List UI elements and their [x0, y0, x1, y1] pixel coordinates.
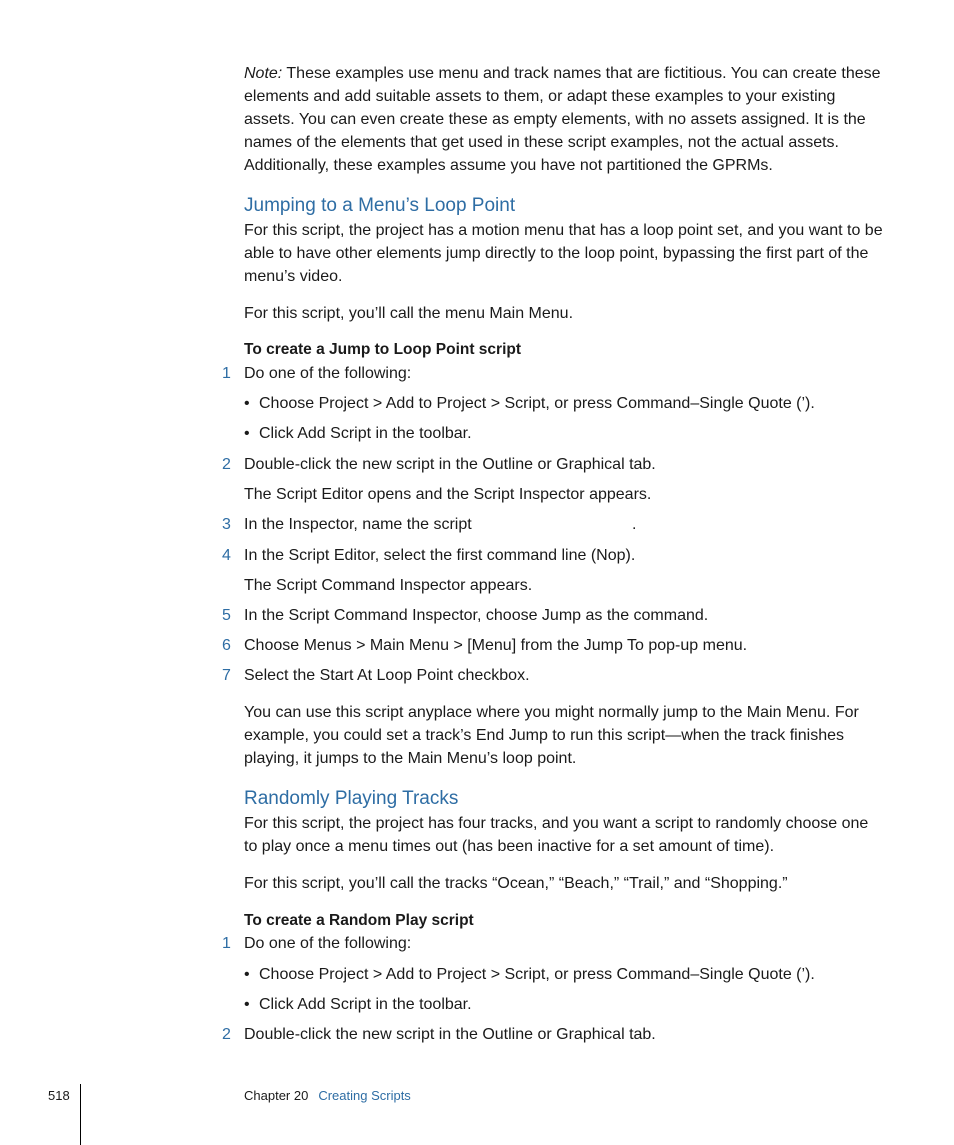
footer-divider [80, 1084, 81, 1145]
step-text: Do one of the following: [244, 365, 412, 382]
step-text: In the Inspector, name the script [244, 516, 472, 533]
step-5 [0, 604, 900, 628]
bullet-icon: • [244, 395, 250, 412]
bullet-text: Choose Project > Add to Project > Script, or press Command–Single Quote (’). [259, 395, 815, 412]
bullet-text: Choose Project > Add to Project > Script, or press Command–Single Quote (’). [259, 966, 815, 983]
step-number: 2 [222, 456, 231, 473]
step-text: Do one of the following: [244, 935, 412, 952]
bullet-text: Click Add Script in the toolbar. [259, 425, 472, 442]
step-7 [0, 664, 900, 688]
section-heading-random-tracks: Randomly Playing Tracks [244, 788, 459, 809]
section-heading-loop-point: Jumping to a Menu’s Loop Point [244, 195, 516, 216]
section2-track-names: For this script, you’ll call the tracks “Ocean,” “Beach,” “Trail,” and “Shopping.” [244, 875, 788, 892]
bullet-icon: • [244, 425, 250, 442]
step-number: 3 [222, 516, 231, 533]
bullet-item [244, 422, 472, 445]
bullet-icon: • [244, 966, 250, 983]
step-2-result: The Script Editor opens and the Script Inspector appears. [244, 486, 652, 503]
bullet-item [244, 993, 472, 1016]
bullet-item [244, 963, 815, 986]
step-2 [0, 453, 900, 477]
chapter-name: Creating Scripts [318, 1088, 411, 1103]
step-number: 6 [222, 637, 231, 654]
step-2 [0, 1023, 900, 1047]
step-6 [0, 634, 900, 658]
step-3-period: . [632, 516, 637, 533]
step-text: In the Script Editor, select the first command line (Nop). [244, 547, 636, 564]
step-text: Select the Start At Loop Point checkbox. [244, 667, 530, 684]
step-number: 7 [222, 667, 231, 684]
footer-chapter [244, 1087, 411, 1105]
step-1 [0, 362, 900, 386]
chapter-label: Chapter 20 [244, 1088, 309, 1103]
section1-intro: For this script, the project has a motion menu that has a loop point set, and you want to be able to have other elements jump directly to the loop point, bypassing the first part of the menu’s video. [244, 222, 883, 285]
step-number: 1 [222, 935, 231, 952]
step-text: Choose Menus > Main Menu > [Menu] from the Jump To pop-up menu. [244, 637, 748, 654]
section2-intro: For this script, the project has four tracks, and you want a script to randomly choose one to play once a menu times out (has been inactive for a set amount of time). [244, 815, 869, 855]
bullet-icon: • [244, 996, 250, 1013]
section1-usage: You can use this script anyplace where you might normally jump to the Main Menu. For example, you could set a track’s End Jump to run this script—when the track finishes playing, it jumps to the Main Menu’s loop point. [244, 704, 859, 767]
page-number: 518 [48, 1088, 70, 1103]
step-number: 4 [222, 547, 231, 564]
bullet-text: Click Add Script in the toolbar. [259, 996, 472, 1013]
step-3 [0, 513, 900, 537]
step-number: 5 [222, 607, 231, 624]
step-1 [0, 932, 900, 956]
step-number: 2 [222, 1026, 231, 1043]
step-4-result: The Script Command Inspector appears. [244, 577, 533, 594]
bullet-item [244, 392, 815, 415]
step-text: In the Script Command Inspector, choose Jump as the command. [244, 607, 709, 624]
step-4 [0, 544, 900, 568]
section1-menu-name: For this script, you’ll call the menu Main Menu. [244, 305, 574, 322]
step-text: Double-click the new script in the Outline or Graphical tab. [244, 1026, 656, 1043]
note-paragraph [244, 62, 884, 177]
step-number: 1 [222, 365, 231, 382]
note-label: Note: [244, 65, 283, 82]
task-title-loop-point: To create a Jump to Loop Point script [244, 341, 522, 358]
task-title-random-play: To create a Random Play script [244, 912, 474, 929]
note-text: These examples use menu and track names that are fictitious. You can create these elements and add suitable assets to them, or adapt these examples to your existing assets. You can even create these as empty elements, with no assets assigned. It is the names of the elements that get used in these script examples, not the actual assets. Additionally, these examples assume you have not partitioned the GPRMs. [244, 65, 881, 174]
step-text: Double-click the new script in the Outline or Graphical tab. [244, 456, 656, 473]
